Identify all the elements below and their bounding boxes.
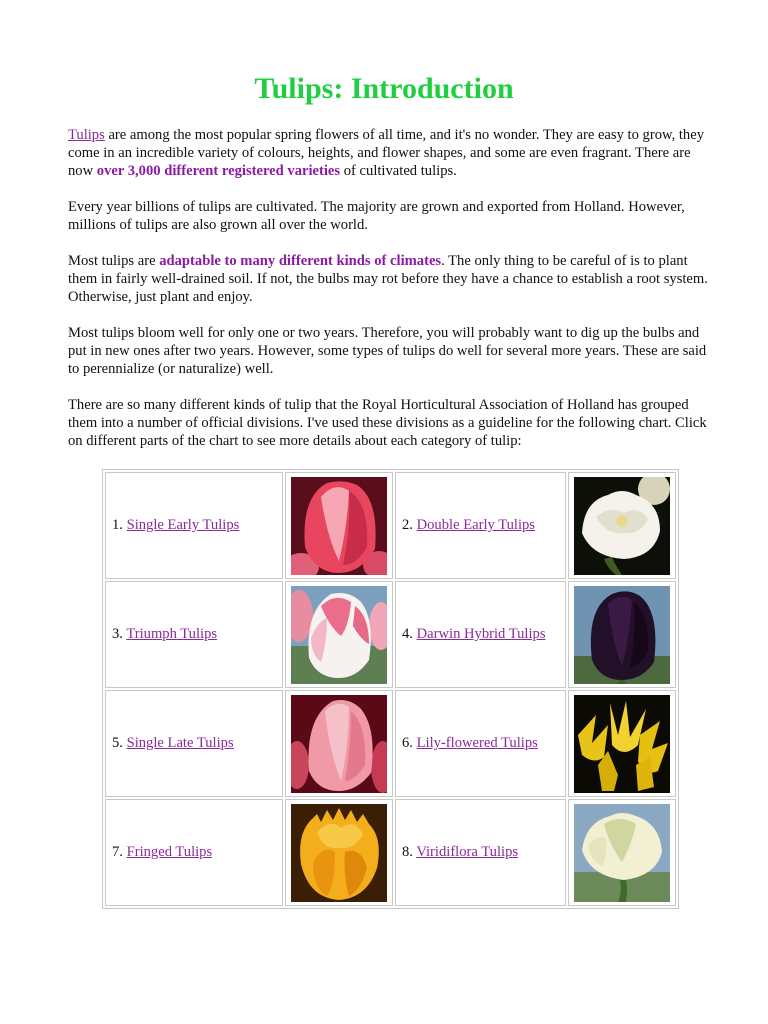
dark-purple-tulip-photo[interactable]	[574, 586, 670, 684]
category-number: 2.	[402, 517, 417, 533]
chart-image-cell-1[interactable]	[285, 472, 393, 579]
single-late-tulips-link[interactable]: Single Late Tulips	[126, 735, 234, 751]
intro-text-2: of cultivated tulips.	[340, 163, 457, 179]
tulips-link[interactable]: Tulips	[68, 127, 105, 143]
chart-image-cell-7[interactable]	[285, 799, 393, 906]
pink-tulip-photo[interactable]	[291, 695, 387, 793]
white-double-tulip-photo[interactable]	[574, 477, 670, 575]
intro-paragraph	[68, 126, 708, 180]
chart-row	[105, 581, 676, 688]
chart-cell-4	[395, 581, 566, 688]
fringed-tulips-link[interactable]: Fringed Tulips	[126, 844, 213, 860]
viridiflora-tulips-link[interactable]: Viridiflora Tulips	[416, 844, 519, 860]
chart-image-cell-3[interactable]	[285, 581, 393, 688]
climate-emphasis: adaptable to many different kinds of climates	[159, 253, 442, 269]
single-early-tulips-link[interactable]: Single Early Tulips	[126, 517, 240, 533]
chart-cell-7	[105, 799, 283, 906]
yellow-lily-tulip-photo[interactable]	[574, 695, 670, 793]
page-title: Tulips: Introduction	[254, 72, 514, 105]
category-number: 3.	[112, 626, 127, 642]
triumph-tulips-link[interactable]: Triumph Tulips	[126, 626, 218, 642]
chart-row	[105, 472, 676, 579]
pink-white-tulip-photo[interactable]	[291, 586, 387, 684]
climate-text-1: Most tulips are	[68, 253, 160, 269]
climate-text-2: . The only thing to be careful of is to plant them in fairly well-drained soil. If not, the bulbs may rot before they have a chance to establish a root system. Otherwise, just plant and enjoy.	[68, 253, 708, 305]
bloom-paragraph: Most tulips bloom well for only one or two years. Therefore, you will probably want to dig up the bulbs and put in new ones after two years. However, some types of tulips do well for several more years. These are said to perennialize (or naturalize) well.	[68, 325, 707, 377]
chart-row	[105, 690, 676, 797]
red-tulip-photo[interactable]	[291, 477, 387, 575]
chart-cell-3	[105, 581, 283, 688]
varieties-emphasis: over 3,000 different registered varieties	[96, 163, 341, 179]
chart-cell-1	[105, 472, 283, 579]
lily-flowered-tulips-link[interactable]: Lily-flowered Tulips	[416, 735, 538, 751]
tulip-category-chart	[102, 469, 679, 909]
chart-image-cell-8[interactable]	[568, 799, 676, 906]
green-white-tulip-photo[interactable]	[574, 804, 670, 902]
category-number: 4.	[402, 626, 417, 642]
cultivation-paragraph: Every year billions of tulips are cultivated. The majority are grown and exported from Holland. However, millions of tulips are also grown all over the world.	[68, 199, 685, 233]
chart-cell-5	[105, 690, 283, 797]
chart-cell-2	[395, 472, 566, 579]
chart-image-cell-2[interactable]	[568, 472, 676, 579]
category-number: 7.	[112, 844, 127, 860]
orange-fringed-tulip-photo[interactable]	[291, 804, 387, 902]
category-number: 1.	[112, 517, 127, 533]
chart-image-cell-5[interactable]	[285, 690, 393, 797]
chart-row	[105, 799, 676, 906]
chart-cell-8	[395, 799, 566, 906]
darwin-hybrid-tulips-link[interactable]: Darwin Hybrid Tulips	[416, 626, 546, 642]
intro-text-1: are among the most popular spring flowers of all time, and it's no wonder. They are easy to grow, they come in an incredible variety of colours, heights, and flower shapes, and some are even fragrant. There are now	[68, 127, 705, 179]
category-number: 6.	[402, 735, 417, 751]
chart-image-cell-4[interactable]	[568, 581, 676, 688]
article-body	[68, 126, 708, 468]
category-number: 5.	[112, 735, 127, 751]
divisions-paragraph: There are so many different kinds of tulip that the Royal Horticultural Association of Holland has grouped them into a number of official divisions. I've used these divisions as a guideline for the following chart. Click on different parts of the chart to see more details about each category of tulip:	[68, 397, 707, 449]
chart-image-cell-6[interactable]	[568, 690, 676, 797]
chart-cell-6	[395, 690, 566, 797]
category-number: 8.	[402, 844, 417, 860]
climate-paragraph	[68, 252, 708, 306]
double-early-tulips-link[interactable]: Double Early Tulips	[416, 517, 535, 533]
